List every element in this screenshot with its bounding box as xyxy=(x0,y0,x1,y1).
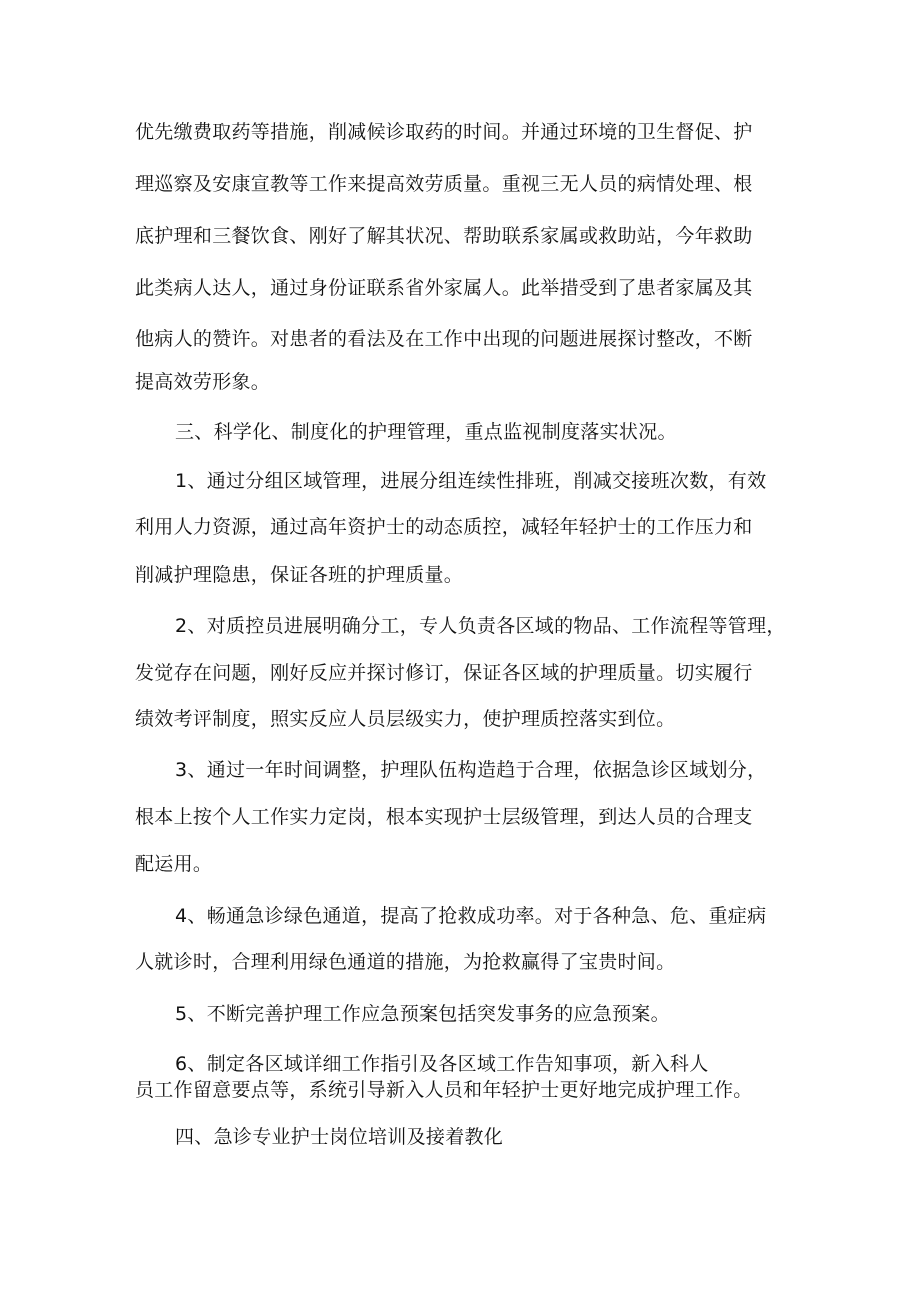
list-item-3-line: 根本上按个人工作实力定岗，根本实现护士层级管理，到达人员的合理支 xyxy=(135,806,753,828)
section-heading-4: 四、急诊专业护士岗位培训及接着教化 xyxy=(175,1126,504,1148)
list-item-6-line: 员工作留意要点等，系统引导新入人员和年轻护士更好地完成护理工作。 xyxy=(135,1079,753,1101)
paragraph-line: 优先缴费取药等措施，削减候诊取药的时间。并通过环境的卫生督促、护 xyxy=(135,121,753,143)
list-item-6-line: 6、制定各区域详细工作指引及各区域工作告知事项，新入科人 xyxy=(175,1053,709,1075)
list-item-4-line: 人就诊时，合理利用绿色通道的措施，为抢救赢得了宝贵时间。 xyxy=(135,951,676,973)
list-item-1-line: 削减护理隐患，保证各班的护理质量。 xyxy=(135,564,464,586)
list-item-5-line: 5、不断完善护理工作应急预案包括突发事务的应急预案。 xyxy=(175,1003,670,1025)
list-item-2-line: 绩效考评制度，照实反应人员层级实力，使护理质控落实到位。 xyxy=(135,708,676,730)
paragraph-line: 理巡察及安康宣教等工作来提高效劳质量。重视三无人员的病情处理、根 xyxy=(135,173,753,195)
list-item-2-line: 2、对质控员进展明确分工，专人负责各区域的物品、工作流程等管理， xyxy=(175,615,786,637)
paragraph-line: 他病人的赞许。对患者的看法及在工作中出现的问题进展探讨整改，不断 xyxy=(135,328,753,350)
list-item-4-line: 4、畅通急诊绿色通道，提高了抢救成功率。对于各种急、危、重症病 xyxy=(175,905,767,927)
list-item-1-line: 1、通过分组区域管理，进展分组连续性排班，削减交接班次数，有效 xyxy=(175,470,767,492)
paragraph-line: 底护理和三餐饮食、刚好了解其状况、帮助联系家属或救助站，今年救助 xyxy=(135,225,753,247)
section-heading-3: 三、科学化、制度化的护理管理，重点监视制度落实状况。 xyxy=(175,421,677,443)
list-item-1-line: 利用人力资源，通过高年资护士的动态质控，减轻年轻护士的工作压力和 xyxy=(135,516,753,538)
paragraph-line: 此类病人达人，通过身份证联系省外家属人。此举措受到了患者家属及其 xyxy=(135,277,753,299)
list-item-3-line: 3、通过一年时间调整，护理队伍构造趋于合理，依据急诊区域划分， xyxy=(175,759,767,781)
list-item-3-line: 配运用。 xyxy=(135,853,213,875)
paragraph-line: 提高效劳形象。 xyxy=(135,371,271,393)
list-item-2-line: 发觉存在问题，刚好反应并探讨修订，保证各区域的护理质量。切实履行 xyxy=(135,662,753,684)
